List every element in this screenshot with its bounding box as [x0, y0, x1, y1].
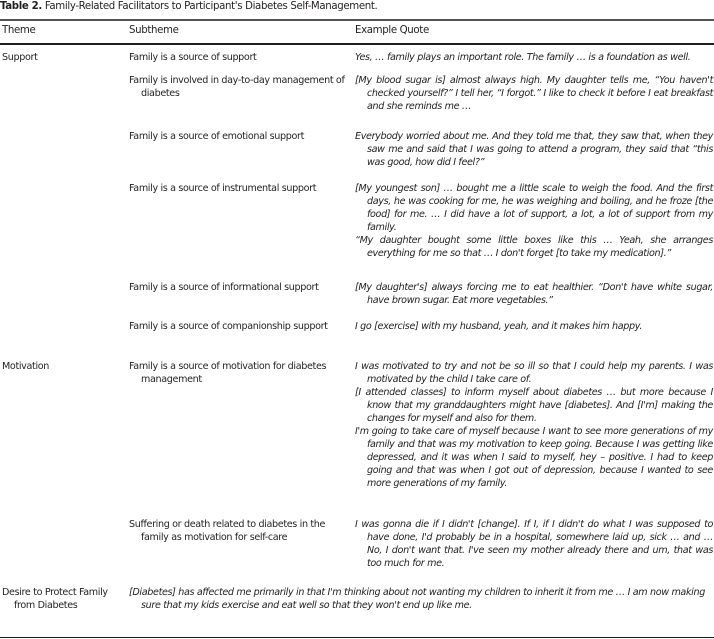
quote-text: [My blood sugar is] almost always high. My daughter tells me, “You haven't checked yourself?” I tell her, “I forgot.” I like to check it before I eat breakfast and she reminds me … [355, 75, 713, 112]
subtheme-cell: Suffering or death related to diabetes in the family as motivation for self-care [129, 519, 326, 543]
table-caption [0, 1, 377, 13]
header-theme: Theme [2, 25, 36, 36]
subtheme-cell: Family is a source of instrumental support [129, 183, 317, 194]
subtheme-cell: Family is a source of informational support [129, 282, 319, 293]
quote-cell [355, 74, 713, 113]
quote-cell [355, 130, 713, 169]
header-subtheme: Subtheme [129, 25, 179, 36]
header-quote: Example Quote [355, 25, 429, 36]
caption-title: Family-Related Facilitators to Participant's Diabetes Self-Management. [44, 1, 378, 12]
top-rule [0, 19, 714, 21]
quote-text: Yes, … family plays an important role. The family … is a foundation as well. [355, 52, 691, 63]
theme-cell: Support [2, 52, 38, 63]
quote-text: Everybody worried about me. And they told me that, they saw that, when they saw me and said that I was going to attend a program, they said that “this was good, how did I feel?” [355, 131, 713, 168]
quote-text: [My youngest son] … bought me a little scale to weigh the food. And the first days, he was cooking for me, he was weighing and boiling, and he froze [the food] for me. … I did have a lot of support, a lot, a lot of support from my family. [355, 183, 713, 233]
subtheme-cell: Family is involved in day-to-day management of diabetes [129, 75, 345, 99]
quote-cell [355, 518, 713, 570]
quote-text: “My daughter bought some little boxes like this … Yeah, she arranges everything for me so that … I don't forget [to take my medication].” [355, 235, 713, 259]
subtheme-cell: Family is a source of companionship support [129, 321, 328, 332]
quote-text: [I attended classes] to inform myself about diabetes … but more because I know that my granddaughters might have [diabetes]. And [I'm] making the changes for myself and also for them. [355, 387, 713, 424]
quote-cell [129, 586, 713, 612]
theme-cell: Motivation [2, 361, 50, 372]
subtheme-cell: Family is a source of emotional support [129, 131, 305, 142]
quote-text: [My daughter's] always forcing me to eat healthier. “Don't have white sugar, have brown sugar. Eat more vegetables.” [355, 282, 713, 306]
quote-cell [355, 320, 713, 333]
bottom-rule [0, 637, 714, 639]
subtheme-cell: Family is a source of support [129, 52, 257, 63]
caption-label: Table 2. [0, 1, 42, 12]
quote-cell [355, 51, 713, 64]
subtheme-cell: Family is a source of motivation for diabetes management [129, 361, 327, 385]
quote-cell [355, 281, 713, 307]
quote-cell [355, 360, 713, 490]
quote-cell [355, 182, 713, 260]
quote-text: I go [exercise] with my husband, yeah, and it makes him happy. [355, 321, 643, 332]
header-rule [0, 43, 714, 45]
quote-text: I'm going to take care of myself because I want to see more generations of my family and that was my motivation to keep going. Because I was getting like depressed, and it was when I said to myself, hey – positive. I had to keep going and that was when I got out of depression, because I wanted to see more generations of my family. [355, 426, 713, 489]
theme-cell: Desire to Protect Family from Diabetes [2, 587, 108, 611]
quote-text: I was gonna die if I didn't [change]. If I, if I didn't do what I was supposed to have done, I'd probably be in a hospital, somewhere laid up, sick … and … No, I don't want that. I've seen my mother already there and um, that was too much for me. [355, 519, 713, 569]
quote-text: I was motivated to try and not be so ill so that I could help my parents. I was motivated by the child I take care of. [355, 361, 713, 385]
quote-text: [Diabetes] has affected me primarily in that I'm thinking about not wanting my children to inherit it from me … I am now making sure that my kids exercise and eat well so that they won't end up like me. [129, 587, 705, 611]
